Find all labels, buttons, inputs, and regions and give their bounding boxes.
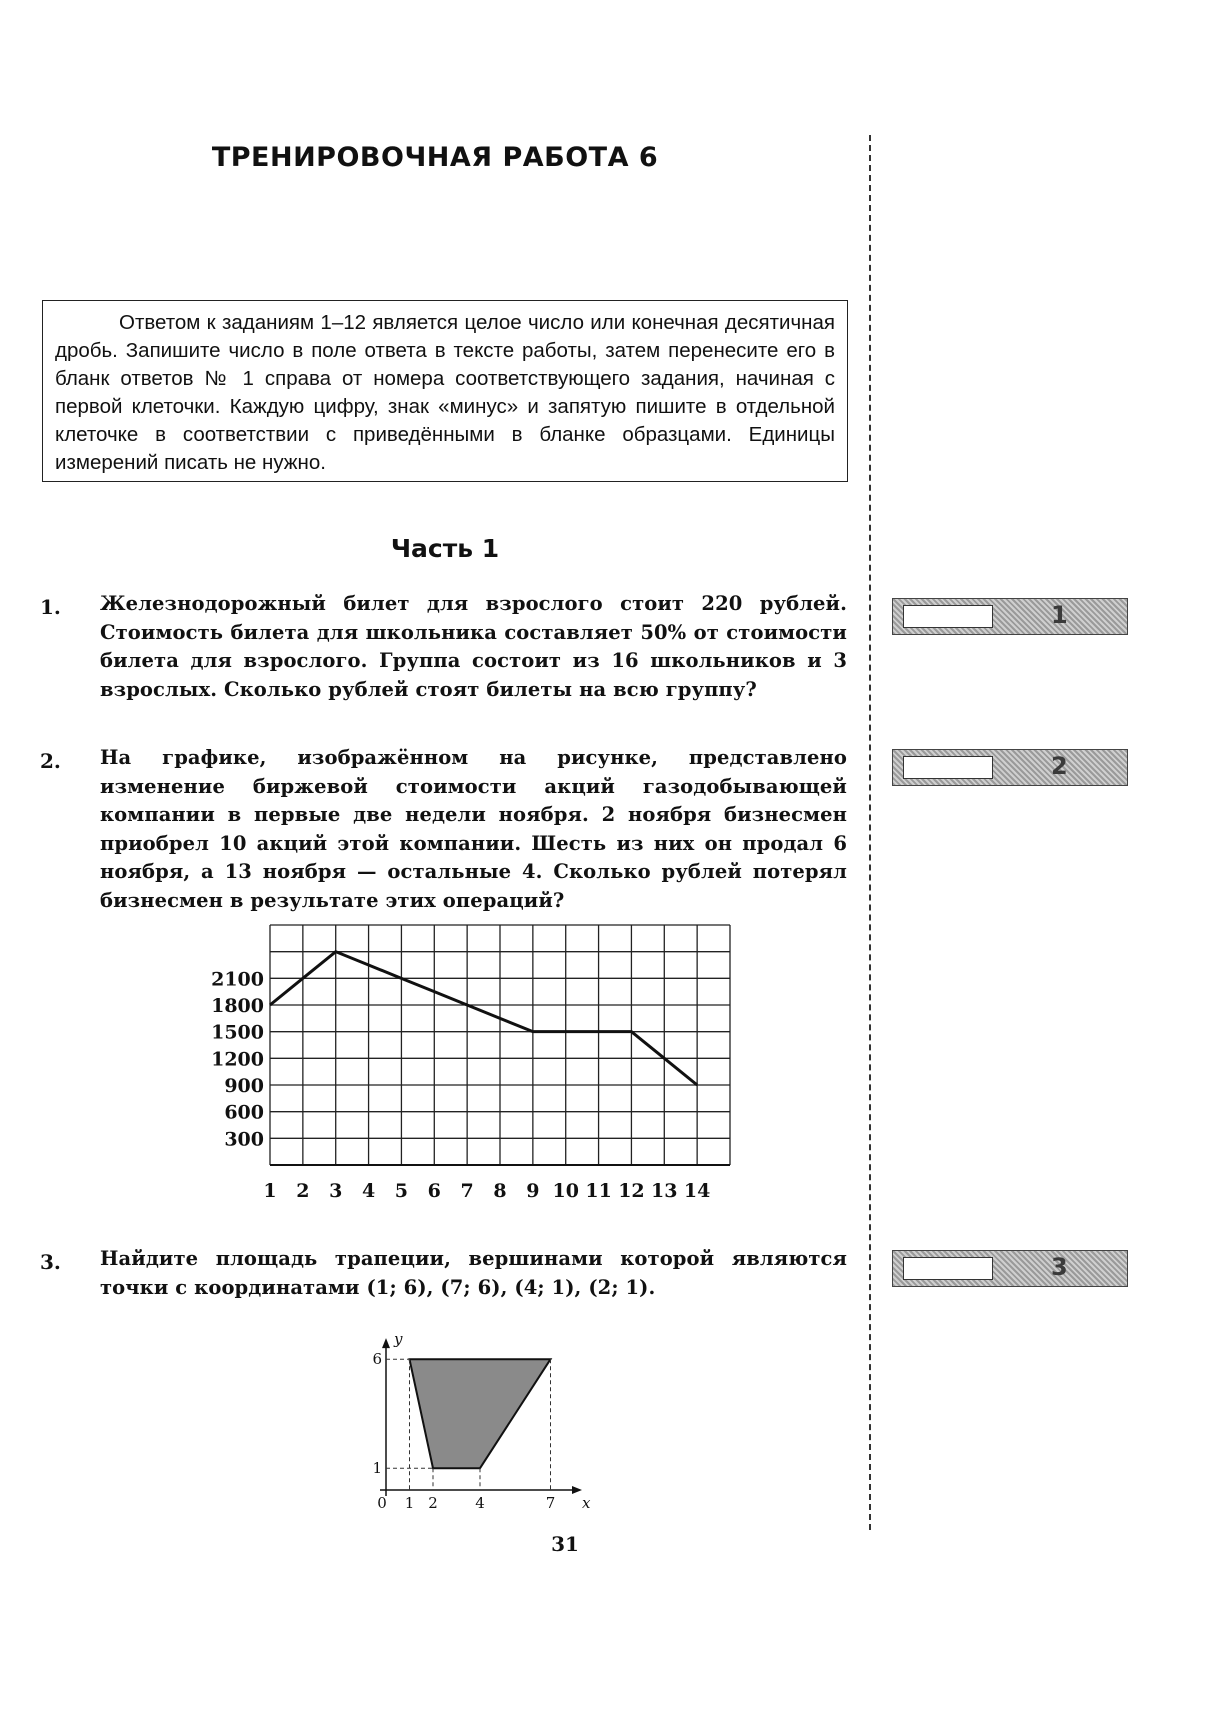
task-1-answer-field[interactable] (903, 605, 993, 628)
trapezoid-shape (410, 1359, 551, 1468)
x-axis-label: x (582, 1494, 591, 1512)
x-tick-label: 5 (394, 1180, 409, 1202)
task-1-number: 1. (40, 595, 61, 619)
task-2-number: 2. (40, 749, 61, 773)
y-tick-label: 1800 (211, 995, 264, 1017)
x-tick-label: 9 (526, 1180, 540, 1202)
x-tick-label: 6 (427, 1180, 441, 1202)
y-tick-label: 6 (372, 1350, 382, 1369)
x-axis-arrow (572, 1486, 582, 1494)
task-1-answer-label: 1 (1051, 601, 1068, 629)
x-tick-label: 14 (683, 1180, 711, 1202)
task-3-answer-label: 3 (1051, 1253, 1068, 1281)
x-tick-label: 4 (475, 1494, 485, 1512)
stock-chart (190, 905, 750, 1215)
x-tick-label: 7 (460, 1180, 474, 1202)
y-axis-arrow (382, 1338, 390, 1348)
page-number: 31 (551, 1532, 579, 1556)
x-tick-label: 2 (428, 1494, 438, 1512)
x-tick-label: 13 (651, 1180, 678, 1202)
x-tick-label: 11 (585, 1180, 612, 1202)
task-3-answer-field[interactable] (903, 1257, 993, 1280)
task-1-text: Железнодорожный билет для взрослого стоит 220 рублей. Стоимость билета для школьника составляет 50% от стоимости билета для взрослого. Группа состоит из 16 школьников и 3 взрослых. Сколько рублей стоят билеты на всю группу? (100, 592, 847, 701)
x-tick-label: 8 (493, 1180, 507, 1202)
price-series-line (270, 952, 697, 1085)
x-tick-label: 2 (296, 1180, 310, 1202)
task-2-text: На графике, изображённом на рисунке, представлено изменение биржевой стоимости акций газодобывающей компании в первые две недели ноября. 2 ноября бизнесмен приобрел 10 акций этой компании. Шесть из них он продал 6 ноября, а 13 ноября — остальные 4. Сколько рублей потерял бизнесмен в результате этих операций? (100, 746, 847, 912)
x-tick-label: 1 (263, 1180, 277, 1202)
task-2-answer-field[interactable] (903, 756, 993, 779)
y-tick-label: 1500 (211, 1021, 264, 1044)
y-tick-label: 300 (224, 1128, 264, 1151)
x-tick-label: 0 (377, 1494, 387, 1512)
x-tick-label: 10 (552, 1180, 579, 1202)
task-3-number: 3. (40, 1250, 61, 1274)
x-tick-label: 1 (404, 1494, 415, 1512)
y-tick-label: 600 (224, 1101, 264, 1124)
task-1-answer-box (892, 598, 1128, 635)
x-tick-label: 3 (329, 1180, 343, 1202)
x-tick-label: 4 (361, 1180, 376, 1202)
part-title: Часть 1 (390, 534, 500, 563)
y-tick-label: 1200 (211, 1048, 264, 1071)
task-2-answer-box (892, 749, 1128, 786)
instructions-box: Ответом к заданиям 1–12 является целое число или конечная десятичная дробь. Запишите число в поле ответа в тексте работы, затем перенесите его в бланк ответов № 1 справа от номера соответствующего задания, начиная с первой клеточки. Каждую цифру, знак «минус» и запятую пишите в отдельной клеточке в соответствии с приведёнными в бланке образцами. Единицы измерений писать не нужно. (42, 300, 848, 482)
cut-line (869, 135, 871, 1530)
page-title: ТРЕНИРОВОЧНАЯ РАБОТА 6 (211, 142, 659, 173)
y-tick-label: 2100 (211, 968, 264, 991)
y-axis-label: y (394, 1330, 403, 1349)
task-3-answer-box (892, 1250, 1128, 1287)
task-3-text: Найдите площадь трапеции, вершинами которой являются точки с координатами (1; 6), (7; 6), (4; 1), (2; 1). (100, 1247, 847, 1299)
task-2-answer-label: 2 (1051, 752, 1068, 780)
x-tick-label: 12 (618, 1180, 645, 1202)
y-tick-label: 900 (224, 1075, 264, 1097)
x-tick-label: 7 (545, 1494, 556, 1512)
trapezoid-diagram (360, 1322, 600, 1517)
y-tick-label: 1 (372, 1459, 382, 1478)
